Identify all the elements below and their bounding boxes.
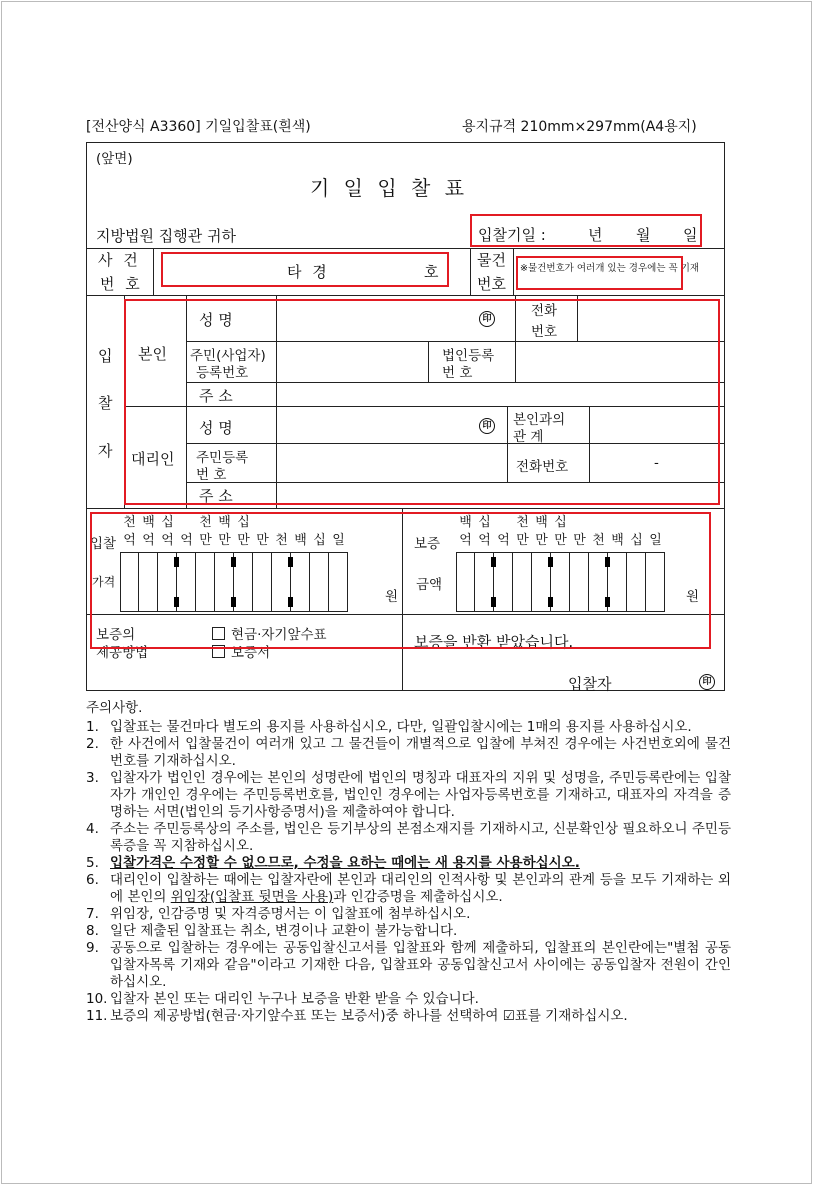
note-text-part: 대리인이 입찰하는 때에는 입찰자란에 본인과 대리인의 인적사항 및 본인과의 관계 등을 모두 기재하는 외에 본인의 xyxy=(110,872,731,905)
note-item xyxy=(86,736,731,770)
note-text xyxy=(110,872,731,906)
unit-label: 십 xyxy=(630,533,643,548)
option-cash-label: 현금·자기앞수표 xyxy=(231,627,327,643)
note-text: 입찰표는 물건마다 별도의 용지를 사용하십시오, 다만, 일괄입찰시에는 1매의 용지를 사용하십시오. xyxy=(110,719,692,735)
unit-label: 천 xyxy=(275,533,288,548)
agent-label: 대리인 xyxy=(131,450,175,468)
note-number: 2. xyxy=(86,736,99,752)
agent-relation-label-2: 관 계 xyxy=(513,429,544,445)
unit-label: 십 xyxy=(237,515,250,530)
rule xyxy=(86,248,725,249)
highlight-bidder-info xyxy=(124,299,720,505)
unit-label: 억 xyxy=(123,533,136,548)
unit-label: 십 xyxy=(478,515,491,530)
case-label-2: 번 호 xyxy=(100,275,143,293)
note-number: 6. xyxy=(86,872,99,888)
unit-label: 백 xyxy=(142,515,155,530)
note-text: 공동으로 입찰하는 경우에는 공동입찰신고서를 입찰표와 함께 제출하되, 입찰표의 본인란에는"별첨 공동입찰자목록 기재와 같음"이라고 기재한 다음, 입찰표와 공동입찰신고서 사이에는 공동입찰자 전원이 간인 하십시오. xyxy=(110,940,731,990)
unit-label: 십 xyxy=(161,515,174,530)
deposit-returned-text: 보증을 반환 받았습니다. xyxy=(414,633,574,651)
unit-label: 억 xyxy=(497,533,510,548)
self-resident-label-2: 등록번호 xyxy=(196,365,249,381)
note-number: 8. xyxy=(86,923,99,939)
agent-resident-label-2: 번 호 xyxy=(196,467,227,483)
highlight-amounts xyxy=(90,512,711,649)
bidder-seal-mark: 印 xyxy=(699,674,715,690)
rule xyxy=(86,508,725,509)
checkmark-icon: ☑ xyxy=(502,1008,515,1024)
unit-label: 만 xyxy=(218,533,231,548)
note-text: 입찰자 본인 또는 대리인 누구나 보증을 반환 받을 수 있습니다. xyxy=(110,991,479,1007)
unit-label: 십 xyxy=(313,533,326,548)
bid-date-label: 입찰기일 : xyxy=(478,226,546,244)
bidder-label-3: 자 xyxy=(98,442,113,460)
self-address-label: 주 소 xyxy=(199,387,233,405)
note-item xyxy=(86,923,731,940)
unit-label: 억 xyxy=(459,533,472,548)
item-label-1: 물건 xyxy=(477,251,506,269)
bid-won-unit: 원 xyxy=(385,589,399,605)
self-name-label: 성 명 xyxy=(199,311,233,329)
note-text: 일단 제출된 입찰표는 취소, 변경이나 교환이 불가능합니다. xyxy=(110,923,458,939)
paper-size: 용지규격 210mm×297mm(A4용지) xyxy=(462,119,697,135)
note-item xyxy=(86,719,731,736)
unit-label: 억 xyxy=(161,533,174,548)
note-text-part: 보증의 제공방법(현금·자기앞수표 또는 보증서)중 하나를 선택하여 xyxy=(110,1008,503,1024)
self-label: 본인 xyxy=(138,345,167,363)
note-item xyxy=(86,1008,731,1025)
rule xyxy=(513,248,514,295)
self-resident-label-1: 주민(사업자) xyxy=(190,348,266,364)
unit-label: 만 xyxy=(554,533,567,548)
unit-label: 백 xyxy=(459,515,472,530)
addressee: 지방법원 집행관 귀하 xyxy=(96,227,236,245)
item-note: ※물건번호가 여러개 있는 경우에는 꼭 기재 xyxy=(520,263,700,274)
deposit-amount-label-2: 금액 xyxy=(416,577,443,593)
unit-label: 십 xyxy=(554,515,567,530)
note-text-underlined: 위임장(입찰표 뒷면을 사용) xyxy=(170,889,334,905)
unit-label: 억 xyxy=(142,533,155,548)
deposit-amount-label-1: 보증 xyxy=(414,536,441,552)
note-item xyxy=(86,991,731,1008)
note-text: 한 사건에서 입찰물건이 여러개 있고 그 물건들이 개별적으로 입찰에 부쳐진 경우에는 사건번호외에 물건번호를 기재하십시오. xyxy=(110,736,731,769)
note-text: 입찰가격은 수정할 수 없으므로, 수정을 요하는 때에는 새 용지를 사용하십시오. xyxy=(110,855,580,871)
highlight-case-number xyxy=(161,252,449,287)
note-text-part: 표를 기재하십시오. xyxy=(514,1008,628,1024)
bidder-label-2: 찰 xyxy=(98,394,113,412)
agent-relation-label-1: 본인과의 xyxy=(513,412,566,428)
unit-label: 일 xyxy=(649,533,662,548)
bid-date-year-unit: 년 xyxy=(588,226,603,244)
deposit-method-label-2: 제공방법 xyxy=(96,645,149,661)
case-number-suffix: 호 xyxy=(424,263,439,281)
rule xyxy=(153,248,154,295)
bid-date-day-unit: 일 xyxy=(683,226,698,244)
note-number: 11. xyxy=(86,1008,108,1024)
note-number: 4. xyxy=(86,821,99,837)
note-item xyxy=(86,940,731,991)
item-label-2: 번호 xyxy=(477,275,506,293)
agent-phone-dash: - xyxy=(654,455,659,471)
note-number: 9. xyxy=(86,940,99,956)
unit-label: 천 xyxy=(516,515,529,530)
note-text xyxy=(110,1008,731,1025)
self-corp-label-1: 법인등록 xyxy=(442,348,495,364)
unit-label: 억 xyxy=(478,533,491,548)
unit-label: 일 xyxy=(332,533,345,548)
unit-label: 백 xyxy=(218,515,231,530)
unit-label: 천 xyxy=(123,515,136,530)
case-label-1: 사 건 xyxy=(98,251,141,269)
note-item xyxy=(86,855,731,872)
self-seal-mark: 印 xyxy=(479,311,495,327)
front-label: (앞면) xyxy=(96,151,133,167)
unit-label: 만 xyxy=(237,533,250,548)
unit-label: 백 xyxy=(611,533,624,548)
notes-section xyxy=(86,700,731,1025)
agent-resident-label-1: 주민등록 xyxy=(196,450,249,466)
self-phone-label-1: 전화 xyxy=(531,303,558,319)
unit-label: 만 xyxy=(256,533,269,548)
highlight-item-number xyxy=(516,256,683,290)
unit-label: 천 xyxy=(199,515,212,530)
note-text-part: 과 인감증명을 제출하십시오. xyxy=(333,889,503,905)
unit-label: 억 xyxy=(180,533,193,548)
notes-title: 주의사항. xyxy=(86,700,143,716)
unit-label: 만 xyxy=(535,533,548,548)
self-corp-label-2: 번 호 xyxy=(442,365,473,381)
agent-seal-mark: 印 xyxy=(479,418,495,434)
note-number: 1. xyxy=(86,719,99,735)
agent-name-label: 성 명 xyxy=(199,419,233,437)
note-number: 3. xyxy=(86,770,99,786)
note-text: 입찰자가 법인인 경우에는 본인의 성명란에 법인의 명칭과 대표자의 지위 및 성명을, 주민등록란에는 입찰자가 개인인 경우에는 주민등록번호를, 법인인 경우에는 사업자등록번호를 기재하고, 대표자의 자격을 증명하는 서면(법인의 등기사항증명서)을 제출하여야 합니다. xyxy=(110,770,731,820)
form-title: 기 일 입 찰 표 xyxy=(310,176,469,200)
unit-label: 만 xyxy=(573,533,586,548)
deposit-method-label-1: 보증의 xyxy=(96,627,136,643)
rule xyxy=(86,295,725,296)
note-text: 위임장, 인감증명 및 자격증명서는 이 입찰표에 첨부하십시오. xyxy=(110,906,471,922)
note-number: 10. xyxy=(86,991,108,1007)
unit-label: 만 xyxy=(516,533,529,548)
rule xyxy=(470,248,471,295)
bidder-sign-label: 입찰자 xyxy=(568,675,612,693)
bid-date-month-unit: 월 xyxy=(636,226,651,244)
note-text: 주소는 주민등록상의 주소를, 법인은 등기부상의 본점소재지를 기재하시고, 신분확인상 필요하오니 주민등록증을 꼭 지참하십시오. xyxy=(110,821,732,854)
note-number: 5. xyxy=(86,855,99,871)
note-item xyxy=(86,872,731,906)
unit-label: 백 xyxy=(294,533,307,548)
note-number: 7. xyxy=(86,906,99,922)
bid-amount-label-2: 가격 xyxy=(92,575,116,589)
unit-label: 백 xyxy=(535,515,548,530)
agent-phone-label: 전화번호 xyxy=(516,459,569,475)
bidder-label-1: 입 xyxy=(98,347,113,365)
form-code: [전산양식 A3360] 기일입찰표(흰색) xyxy=(86,119,311,135)
highlight-bid-date xyxy=(470,214,702,247)
self-phone-label-2: 번호 xyxy=(531,324,558,340)
note-item xyxy=(86,821,731,855)
note-item xyxy=(86,770,731,821)
option-guarantee-label: 보증서 xyxy=(231,645,271,661)
case-number-prefix: 타 경 xyxy=(287,263,330,281)
unit-label: 만 xyxy=(199,533,212,548)
bid-amount-label-1: 입찰 xyxy=(90,536,117,552)
note-item xyxy=(86,906,731,923)
agent-address-label: 주 소 xyxy=(199,487,233,505)
deposit-won-unit: 원 xyxy=(686,589,700,605)
unit-label: 천 xyxy=(592,533,605,548)
